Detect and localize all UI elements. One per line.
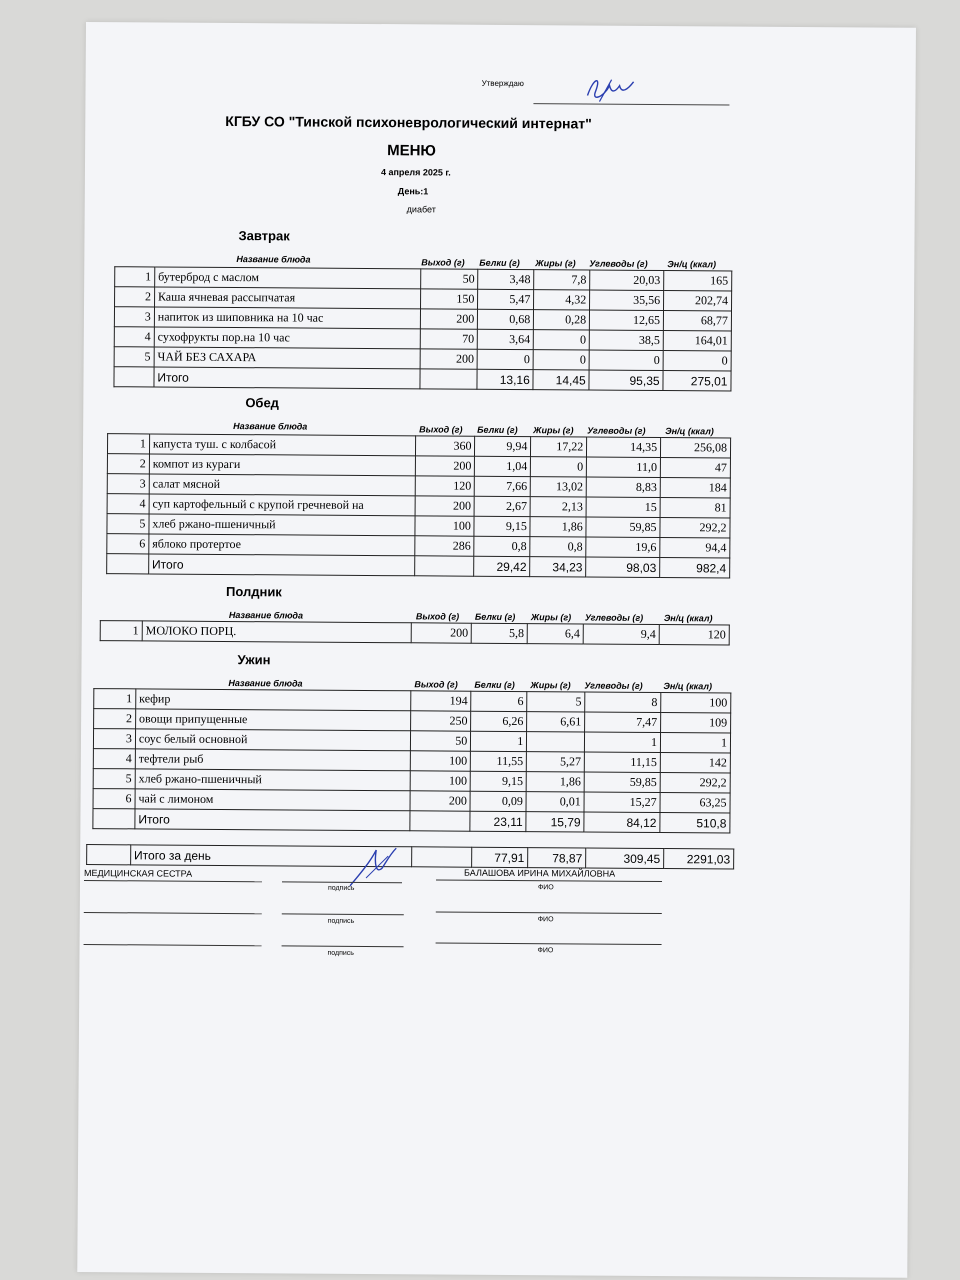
dish-name: кефир: [136, 689, 412, 711]
dish-carbs: 19,6: [586, 537, 660, 558]
dish-name: МОЛОКО ПОРЦ.: [142, 621, 412, 643]
dish-fat: 2,13: [530, 497, 586, 517]
dish-fat: 0: [534, 330, 590, 350]
approval-signature: [581, 71, 641, 107]
dish-fat: 6,61: [527, 712, 585, 732]
sign-label: подпись: [327, 884, 355, 892]
dish-carbs: 11,0: [587, 457, 661, 478]
dish-energy: 68,77: [663, 311, 731, 331]
dish-energy: 292,2: [660, 518, 730, 538]
col-energy-header: Эн/ц (ккал): [663, 613, 713, 624]
dish-name: суп картофельный с крупой гречневой на: [149, 494, 415, 516]
menu-day: День:1: [397, 186, 429, 197]
dish-name: хлеб ржано-пшеничный: [135, 769, 411, 791]
dish-fat: 4,32: [534, 290, 590, 310]
dish-yield: 286: [414, 536, 474, 556]
total-row: [107, 554, 730, 578]
total-energy: 275,01: [663, 371, 731, 391]
dish-name: ЧАЙ БЕЗ САХАРА: [154, 347, 420, 369]
fio-label: ФИО: [537, 916, 554, 924]
row-number: 3: [114, 307, 154, 327]
col-energy-header: Эн/ц (ккал): [667, 259, 717, 270]
dish-protein: 0,68: [478, 309, 534, 329]
dish-fat: 0,28: [534, 310, 590, 330]
row-number: 2: [94, 709, 136, 729]
dish-fat: 0: [533, 350, 589, 370]
col-yield-header: Выход (г): [415, 611, 460, 622]
dish-energy: 100: [661, 693, 731, 713]
day-total-carbs: 309,45: [586, 848, 664, 869]
total-energy: 982,4: [660, 558, 730, 578]
total-row: [114, 367, 731, 391]
dish-protein: 9,94: [475, 436, 531, 456]
dish-energy: 47: [660, 458, 730, 478]
dish-yield: 200: [420, 309, 478, 329]
dish-fat: 7,8: [534, 270, 590, 290]
dish-carbs: 11,15: [584, 752, 660, 773]
dish-carbs: 12,65: [590, 310, 664, 331]
dish-name: сухофрукты пор.на 10 час: [154, 327, 420, 349]
row-number: 5: [93, 769, 135, 789]
total-protein: 29,42: [474, 556, 530, 576]
row-number: 6: [93, 789, 135, 809]
dish-protein: 11,55: [471, 751, 527, 771]
dish-fat: 0,01: [526, 792, 584, 812]
lunch-title: Обед: [245, 395, 280, 411]
row-number: 4: [107, 494, 149, 514]
dish-protein: 5,47: [478, 289, 534, 309]
row-number: 1: [115, 267, 155, 287]
dish-yield: 70: [420, 329, 478, 349]
dish-yield: 194: [411, 691, 471, 711]
total-row: [93, 809, 730, 833]
dish-protein: 9,15: [470, 771, 526, 791]
total-energy: 510,8: [660, 813, 730, 833]
nurse-signature: [346, 844, 406, 892]
dinner-table: [92, 688, 731, 833]
dish-protein: 9,15: [474, 516, 530, 536]
col-name-header: Название блюда: [233, 421, 308, 432]
col-energy-header: Эн/ц (ккал): [665, 426, 714, 437]
fio-label: ФИО: [537, 947, 554, 955]
day-total-row: [87, 845, 734, 870]
col-protein-header: Белки (г): [477, 424, 518, 436]
dish-name: капуста туш. с колбасой: [149, 434, 415, 456]
day-total-protein: 77,91: [472, 847, 528, 867]
diet-type: диабет: [406, 204, 436, 215]
dish-energy: 164,01: [663, 331, 731, 351]
dish-yield: 360: [415, 436, 475, 456]
snack-title: Полдник: [225, 583, 282, 600]
sign-label: подпись: [327, 917, 355, 925]
dish-yield: 100: [415, 516, 475, 536]
dish-carbs: 1: [585, 732, 661, 753]
dish-protein: 3,48: [478, 269, 534, 289]
dish-carbs: 7,47: [585, 712, 661, 733]
dish-fat: 0: [531, 457, 587, 477]
dish-fat: 1,86: [526, 772, 584, 792]
dish-fat: 6,4: [527, 624, 583, 644]
col-fat-header: Жиры (г): [530, 612, 572, 623]
dish-name: Каша ячневая рассыпчатая: [154, 287, 420, 309]
signer-name: БАЛАШОВА ИРИНА МИХАЙЛОВНА: [464, 867, 616, 879]
dish-protein: 7,66: [475, 476, 531, 496]
dish-energy: 142: [660, 753, 730, 773]
col-fat-header: Жиры (г): [533, 425, 574, 436]
dish-protein: 0,09: [470, 791, 526, 811]
col-name-header: Название блюда: [236, 254, 311, 265]
total-protein: 13,16: [477, 369, 533, 389]
col-protein-header: Белки (г): [479, 257, 520, 269]
total-label: Итого: [135, 809, 411, 831]
dish-name: овощи припущенные: [135, 709, 411, 731]
total-protein: 23,11: [470, 811, 526, 831]
col-carbs-header: Углеводы (г): [584, 680, 643, 691]
total-label: Итого: [149, 554, 415, 576]
dish-name: салат мясной: [149, 474, 415, 496]
col-protein-header: Белки (г): [474, 611, 516, 623]
total-fat: 34,23: [530, 557, 586, 577]
dish-energy: 120: [659, 625, 729, 645]
breakfast-table: [113, 266, 732, 391]
dish-energy: 256,08: [661, 438, 731, 458]
dish-yield: 200: [412, 623, 472, 643]
col-fat-header: Жиры (г): [530, 680, 571, 691]
dish-carbs: 8: [585, 692, 661, 713]
dish-carbs: 15: [586, 497, 660, 518]
dish-fat: 17,22: [531, 437, 587, 457]
day-total-energy: 2291,03: [664, 849, 734, 869]
col-yield-header: Выход (г): [419, 424, 463, 435]
row-number: 1: [100, 621, 142, 641]
row-number: 2: [107, 454, 149, 474]
dish-yield: 50: [420, 269, 478, 289]
signer-role: МЕДИЦИНСКАЯ СЕСТРА: [84, 868, 193, 879]
day-total-fat: 78,87: [528, 848, 586, 868]
dish-energy: 165: [664, 271, 732, 291]
dish-yield: 50: [411, 731, 471, 751]
dish-carbs: 8,83: [586, 477, 660, 498]
organization-title: КГБУ СО "Тинской психоневрологический интернат": [225, 112, 592, 132]
dish-protein: 6,26: [471, 711, 527, 731]
col-yield-header: Выход (г): [414, 679, 458, 690]
col-protein-header: Белки (г): [474, 679, 515, 691]
dish-energy: 0: [663, 351, 731, 371]
dish-fat: [527, 732, 585, 752]
dish-energy: 109: [661, 713, 731, 733]
dish-carbs: 9,4: [583, 624, 659, 645]
day-total-table: [86, 844, 734, 870]
dish-yield: 100: [411, 751, 471, 771]
col-name-header: Название блюда: [228, 610, 304, 621]
lunch-table: [106, 433, 731, 578]
dish-yield: 200: [420, 349, 478, 369]
row-number: 3: [107, 474, 149, 494]
row-number: 4: [93, 749, 135, 769]
dish-carbs: 59,85: [586, 517, 660, 538]
col-name-header: Название блюда: [228, 678, 303, 689]
dish-name: бутерброд с маслом: [155, 267, 421, 289]
dish-fat: 0,8: [530, 537, 586, 557]
total-carbs: 98,03: [586, 557, 660, 578]
row-number: 1: [94, 689, 136, 709]
col-carbs-header: Углеводы (г): [584, 612, 644, 623]
dish-fat: 5,27: [527, 752, 585, 772]
dish-protein: 6: [471, 691, 527, 711]
dish-carbs: 14,35: [587, 437, 661, 458]
dish-energy: 292,2: [660, 773, 730, 793]
dish-yield: 250: [411, 711, 471, 731]
total-carbs: 84,12: [584, 812, 660, 833]
dish-protein: 0: [477, 349, 533, 369]
menu-document: [77, 22, 916, 1278]
breakfast-title: Завтрак: [238, 228, 290, 244]
dish-protein: 0,8: [474, 536, 530, 556]
menu-date: 4 апреля 2025 г.: [380, 167, 451, 178]
approve-label: Утверждаю: [481, 78, 524, 89]
dish-yield: 200: [410, 791, 470, 811]
dish-energy: 1: [660, 733, 730, 753]
dish-energy: 202,74: [664, 291, 732, 311]
fio-label: ФИО: [537, 884, 554, 892]
day-total-label: Итого за день: [131, 845, 413, 867]
col-carbs-header: Углеводы (г): [587, 425, 646, 436]
dish-fat: 13,02: [531, 477, 587, 497]
total-fat: 15,79: [526, 812, 584, 832]
row-number: 4: [114, 327, 154, 347]
dish-energy: 94,4: [660, 538, 730, 558]
dish-name: хлеб ржано-пшеничный: [149, 514, 415, 536]
dish-name: напиток из шиповника на 10 час: [154, 307, 420, 329]
row-number: 5: [107, 514, 149, 534]
col-energy-header: Эн/ц (ккал): [663, 681, 713, 692]
row-number: 1: [107, 434, 149, 454]
dish-energy: 184: [660, 478, 730, 498]
total-fat: 14,45: [533, 370, 589, 390]
dish-name: яблоко протертое: [149, 534, 415, 556]
dish-yield: 120: [415, 476, 475, 496]
dish-carbs: 35,56: [590, 290, 664, 311]
row-number: 3: [93, 729, 135, 749]
dish-protein: 5,8: [472, 623, 528, 643]
dish-protein: 1,04: [475, 456, 531, 476]
dish-protein: 3,64: [478, 329, 534, 349]
total-label: Итого: [154, 367, 420, 389]
snack-table: [100, 620, 730, 645]
sign-label: подпись: [327, 949, 354, 957]
dish-name: тефтели рыб: [135, 749, 411, 771]
dish-carbs: 0: [589, 350, 663, 371]
col-yield-header: Выход (г): [421, 257, 465, 268]
row-number: 2: [115, 287, 155, 307]
dish-carbs: 59,85: [584, 772, 660, 793]
row-number: 6: [107, 534, 149, 554]
dish-protein: 1: [471, 731, 527, 751]
table-row: [100, 621, 729, 645]
dish-fat: 1,86: [530, 517, 586, 537]
dish-name: компот из кураги: [149, 454, 415, 476]
dish-energy: 81: [660, 498, 730, 518]
dish-carbs: 38,5: [589, 330, 663, 351]
dish-yield: 200: [415, 496, 475, 516]
row-number: 5: [114, 347, 154, 367]
col-fat-header: Жиры (г): [535, 258, 576, 269]
dish-yield: 200: [415, 456, 475, 476]
dish-yield: 100: [411, 771, 471, 791]
dish-energy: 63,25: [660, 793, 730, 813]
page-title: МЕНЮ: [387, 142, 436, 160]
col-carbs-header: Углеводы (г): [589, 258, 648, 269]
dish-yield: 150: [420, 289, 478, 309]
dish-name: соус белый основной: [135, 729, 411, 751]
dish-carbs: 15,27: [584, 792, 660, 813]
dinner-title: Ужин: [237, 652, 271, 668]
dish-protein: 2,67: [475, 496, 531, 516]
dish-name: чай с лимоном: [135, 789, 411, 811]
dish-carbs: 20,03: [590, 270, 664, 291]
dish-fat: 5: [527, 692, 585, 712]
total-carbs: 95,35: [589, 370, 663, 391]
